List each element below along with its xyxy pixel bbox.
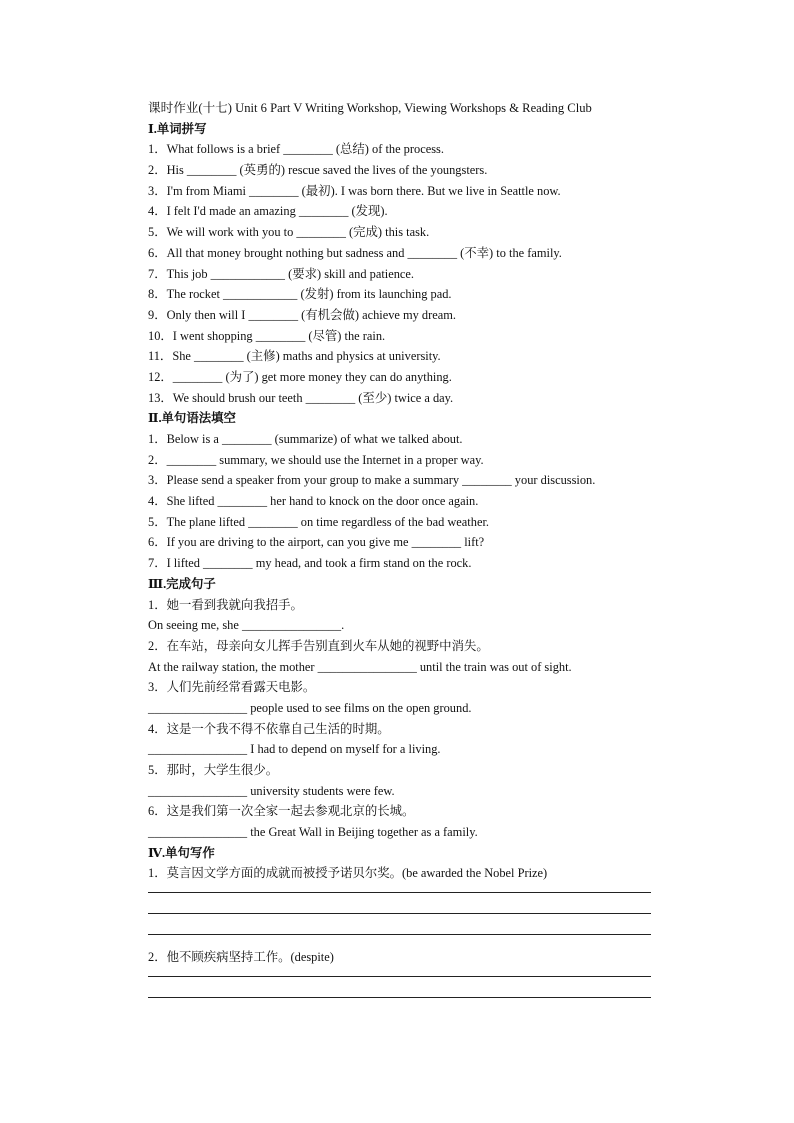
question: 2．________ summary, we should use the Internet in a proper way. [148,452,484,467]
worksheet [148,98,668,1010]
answer-rule [148,913,651,914]
question-answer-line: At the railway station, the mother ________________ until the train was out of sight. [148,659,572,674]
question-prompt: 1．她一看到我就向我招手。 [148,597,303,612]
question: 11．She ________ (主修) maths and physics at university. [148,349,441,364]
question: 3．Please send a speaker from your group to make a summary ________ your discussion. [148,473,596,488]
question-prompt: 1．莫言因文学方面的成就而被授予诺贝尔奖。(be awarded the Nobel Prize) [148,866,548,881]
answer-rule [148,892,651,893]
question-answer-line: ________________ the Great Wall in Beijing together as a family. [148,825,478,840]
question-prompt: 4．这是一个我不得不依靠自己生活的时期。 [148,721,390,736]
question: 7．I lifted ________ my head, and took a firm stand on the rock. [148,556,472,571]
question: 4．She lifted ________ her hand to knock on the door once again. [148,494,479,509]
section-heading-word-spelling: Ⅰ.单词拼写 [148,121,207,136]
question: 7．This job ____________ (要求) skill and patience. [148,266,415,281]
question: 1．Below is a ________ (summarize) of what we talked about. [148,432,463,446]
section-heading-sentence-writing: Ⅳ.单句写作 [148,845,215,860]
question: 13．We should brush our teeth ________ (至少) twice a day. [148,390,454,405]
question-prompt: 2．他不顾疾病坚持工作。(despite) [148,950,334,965]
answer-rule [148,976,651,977]
question: 3．I'm from Miami ________ (最初). I was born there. But we live in Seattle now. [148,183,561,198]
question: 2．His ________ (英勇的) rescue saved the lives of the youngsters. [148,163,488,178]
question: 6．All that money brought nothing but sadness and ________ (不幸) to the family. [148,245,562,260]
question: 5．The plane lifted ________ on time regardless of the bad weather. [148,514,489,529]
question: 9．Only then will I ________ (有机会做) achieve my dream. [148,307,456,322]
answer-writing-area[interactable] [148,884,668,947]
question-answer-line: On seeing me, she ________________. [148,618,345,633]
question-prompt: 2．在车站，母亲向女儿挥手告别直到火车从她的视野中消失。 [148,638,489,653]
question-answer-line: ________________ university students were few. [148,783,395,798]
question-answer-line: ________________ people used to see films on the open ground. [148,700,472,715]
worksheet-title: 课时作业(十七) Unit 6 Part V Writing Workshop, Viewing Workshops & Reading Club [148,101,592,115]
question-answer-line: ________________ I had to depend on myself for a living. [148,742,441,757]
answer-writing-area[interactable] [148,968,668,1010]
question: 4．I felt I'd made an amazing ________ (发现). [148,204,388,219]
question: 12．________ (为了) get more money they can do anything. [148,369,452,384]
question: 1．What follows is a brief ________ (总结) of the process. [148,142,444,157]
section-heading-grammar-fill: Ⅱ.单句语法填空 [148,411,236,426]
answer-rule [148,934,651,935]
section-heading-complete-sentences: Ⅲ.完成句子 [148,576,216,591]
question: 10．I went shopping ________ (尽管) the rain. [148,328,386,343]
question-prompt: 3．人们先前经常看露天电影。 [148,680,316,695]
question: 8．The rocket ____________ (发射) from its launching pad. [148,287,452,302]
answer-rule [148,997,651,998]
question: 5．We will work with you to ________ (完成) this task. [148,225,430,240]
question-prompt: 5．那时，大学生很少。 [148,763,279,777]
question: 6．If you are driving to the airport, can you give me ________ lift? [148,535,485,550]
question-prompt: 6．这是我们第一次全家一起去参观北京的长城。 [148,804,415,819]
